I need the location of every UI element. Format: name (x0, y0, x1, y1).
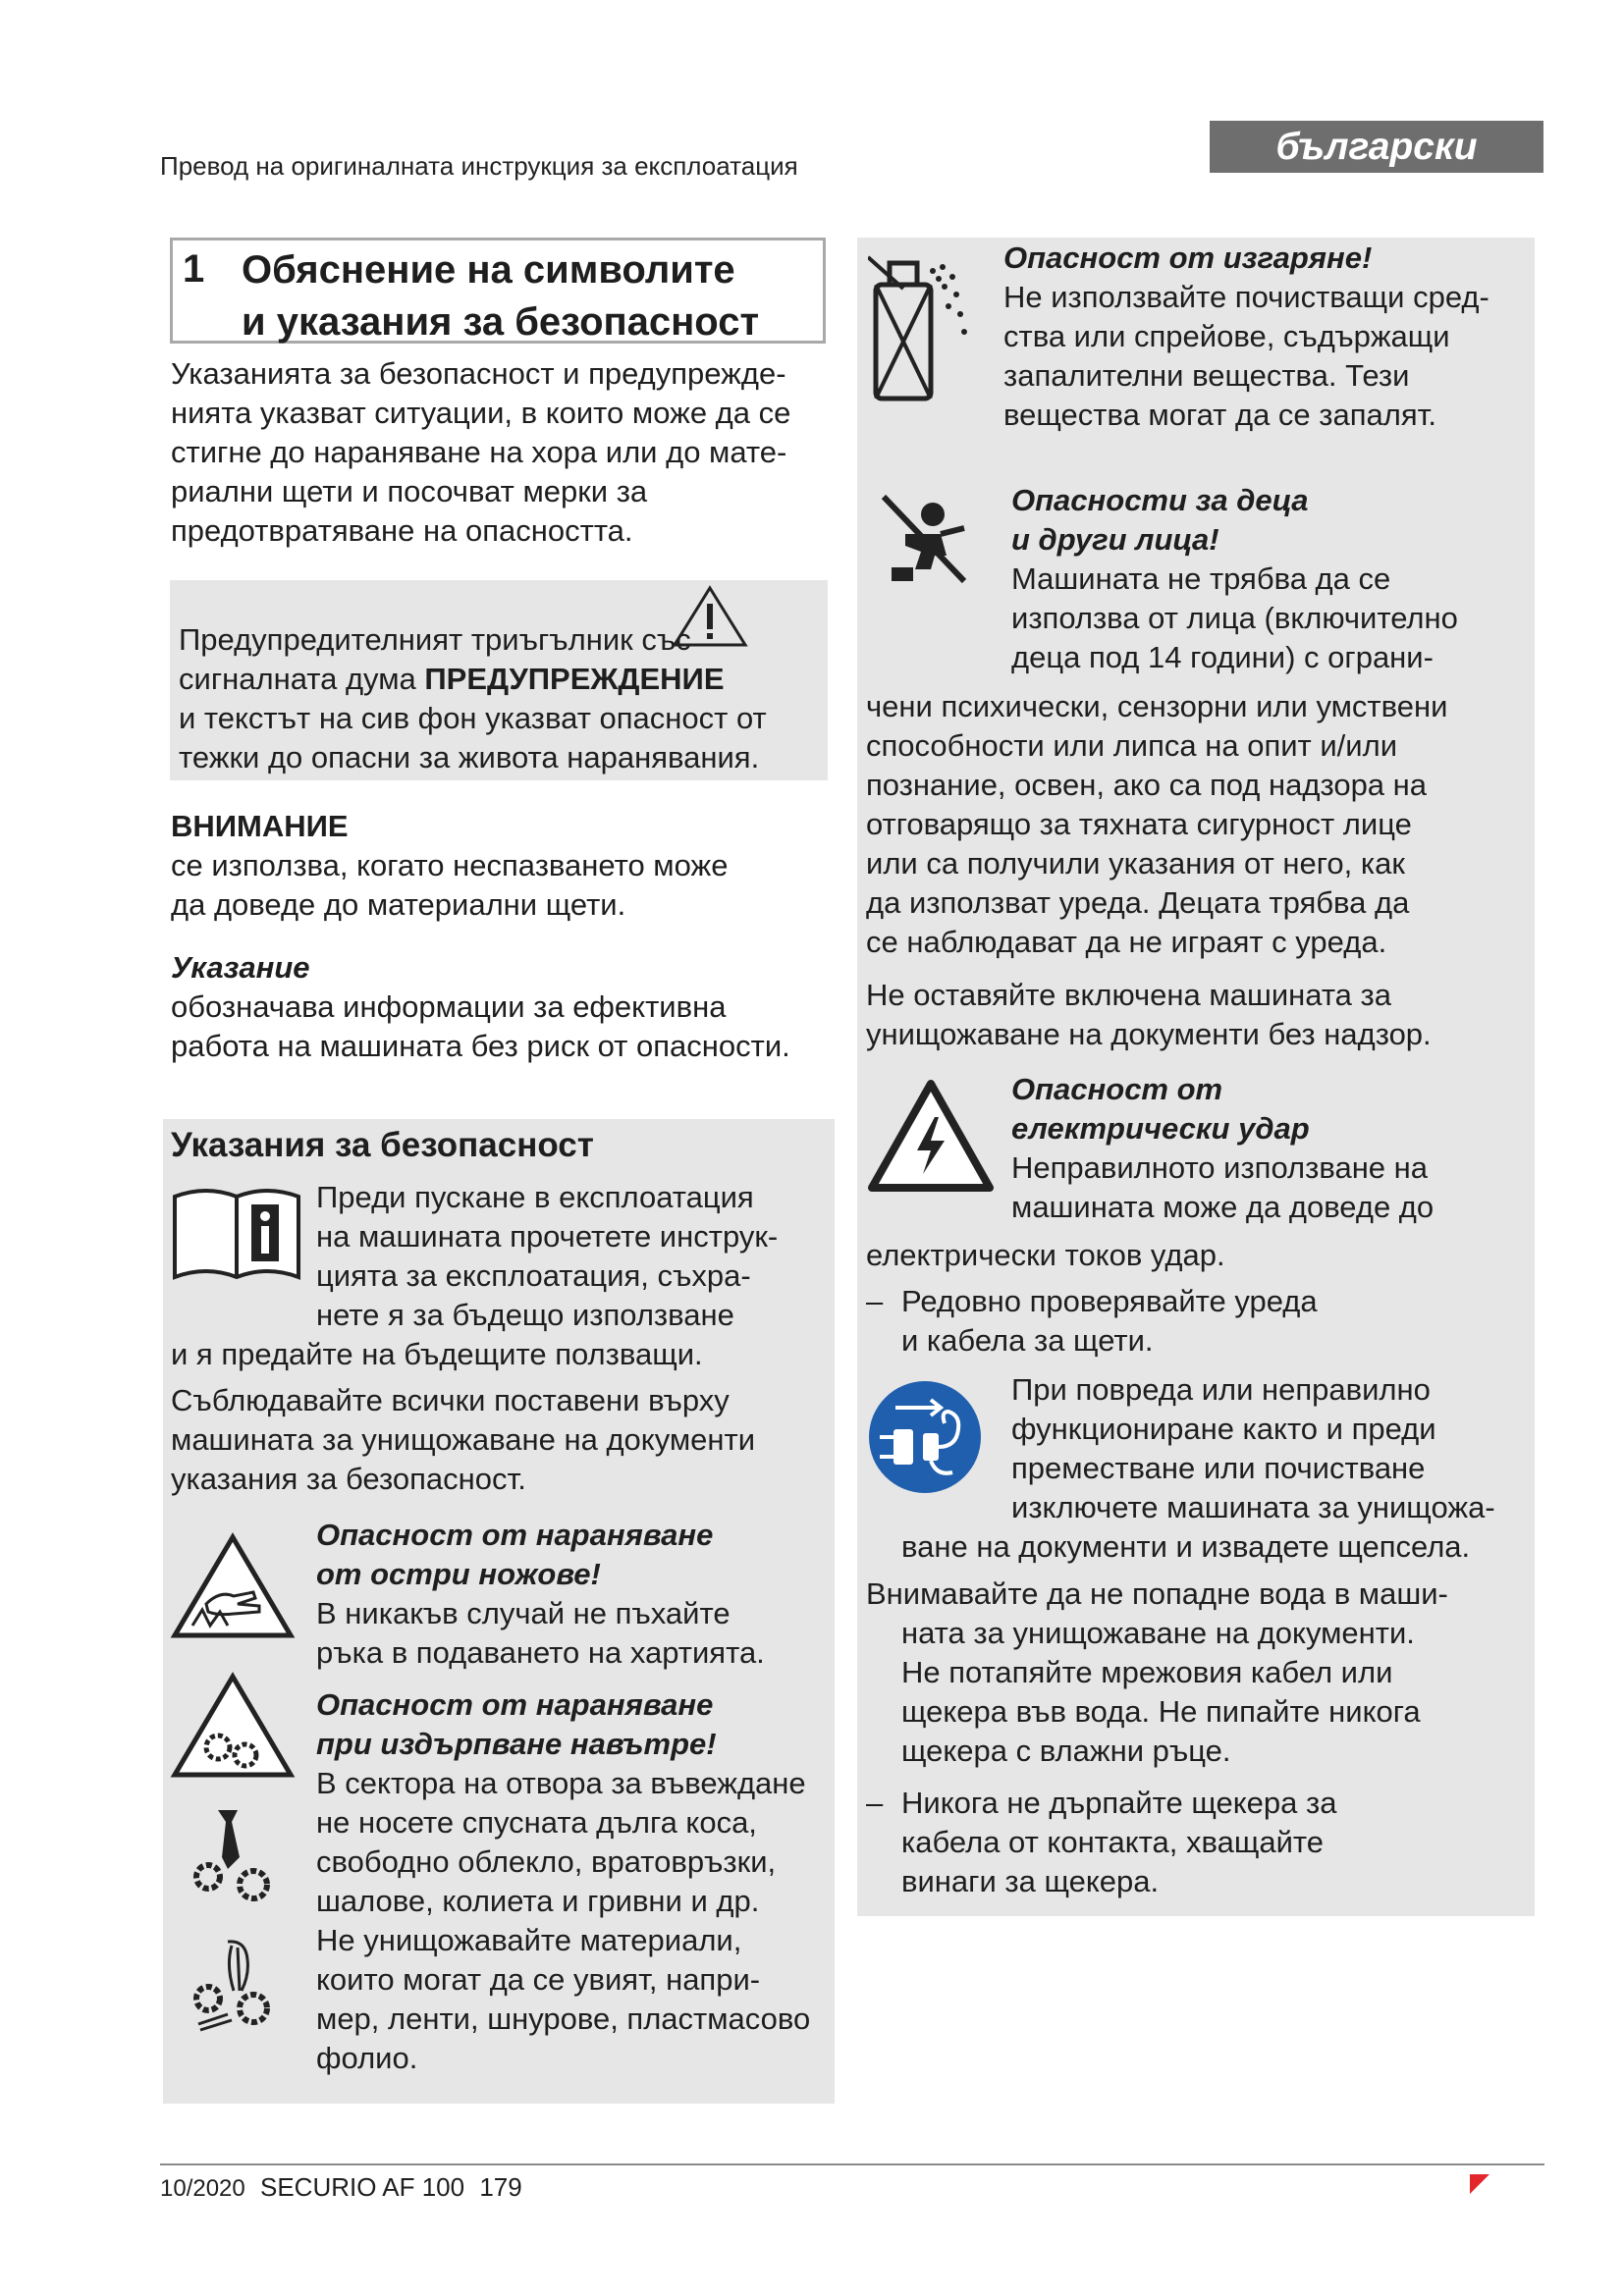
warning-line: Предупредителният триъгълник със (179, 622, 691, 657)
unplug-line: функциониране както и преди (1011, 1412, 1436, 1446)
read-manual-text (316, 1178, 778, 1335)
warning-line (179, 660, 767, 699)
pull-in-line: свободно облекло, вратовръзки, (316, 1844, 777, 1879)
intro-line: предотвратяване на опасността. (171, 513, 633, 548)
intro-line: риални щети и посочват мерки за (171, 474, 648, 508)
note-title: Указание (171, 950, 310, 985)
cut-hazard-icon (169, 1531, 297, 1641)
attention-line: се използва, когато неспазването може (171, 848, 729, 882)
pull-in-title: Опасност от нараняване (316, 1687, 714, 1722)
unplug-icon (866, 1378, 984, 1496)
children-line: познание, освен, ако са под надзора на (866, 768, 1428, 802)
electric-block (1011, 1070, 1434, 1227)
pull-in-line: В сектора на отвора за въвеждане (316, 1766, 806, 1800)
pull-in-line: Не унищожавайте материали, (316, 1923, 742, 1957)
pull-in-line: шалове, колиета и гривни и др. (316, 1884, 760, 1918)
unplug-last-line: ване на документи и извадете щепсела. (901, 1529, 1471, 1564)
water-line: ната за унищожаване на документи. (901, 1616, 1415, 1650)
footer-page-number: 179 (479, 2172, 522, 2202)
footer (160, 2172, 522, 2203)
footer-model: SECURIO AF 100 (260, 2172, 465, 2202)
electric-line: Неправилното използване на (1011, 1150, 1429, 1185)
observe-line: Съблюдавайте всички поставени върху (171, 1383, 730, 1417)
children-title: и други лица! (1011, 522, 1219, 557)
unattended-text (866, 976, 1432, 1054)
section-title-line2: и указания за безопасност (242, 300, 760, 344)
no-children-icon (876, 491, 970, 589)
attention-title: ВНИМАНИЕ (171, 809, 349, 843)
check-bullet (866, 1282, 1318, 1361)
language-badge: български (1210, 121, 1543, 173)
warning-line: и текстът на сив фон указват опасност от (179, 701, 767, 735)
children-title: Опасности за деца (1011, 483, 1309, 517)
observe-line: машината за унищожаване на документи (171, 1422, 756, 1457)
children-title-block (1011, 481, 1458, 677)
read-manual-icon (171, 1183, 302, 1285)
section-title-line1: Обяснение на символите (242, 248, 735, 292)
electric-last-line: електрически токов удар. (866, 1238, 1225, 1272)
pull-in-block (316, 1685, 810, 2078)
knives-block (316, 1516, 765, 1673)
section-title (242, 244, 759, 348)
footer-date: 10/2020 (160, 2175, 245, 2202)
intro-line: нията указват ситуации, в които може да се (171, 396, 791, 430)
bullet-dash: – (866, 1786, 884, 1820)
water-line: щекера във вода. Не пипайте никога (901, 1694, 1421, 1729)
children-line: се наблюдават да не играят с уреда. (866, 925, 1387, 959)
children-line: или са получили указания от него, как (866, 846, 1405, 881)
children-line: деца под 14 години) с ограни- (1011, 640, 1434, 674)
observe-line: указания за безопасност. (171, 1462, 526, 1496)
tie-entanglement-icon (189, 1806, 283, 1904)
section-number: 1 (183, 247, 205, 291)
warning-triangle-icon (672, 584, 748, 649)
knives-line: В никакъв случай не пъхайте (316, 1596, 731, 1630)
unattended-line: Не оставяйте включена машината за (866, 978, 1391, 1012)
children-line: способности или липса на опит и/или (866, 728, 1398, 763)
electric-shock-icon (866, 1078, 996, 1194)
read-manual-line: цията за експлоатация, съхра- (316, 1258, 751, 1293)
pull-in-line: които могат да се увият, напри- (316, 1962, 761, 1997)
children-line: Машината не трябва да се (1011, 561, 1391, 596)
electric-line: машината може да доведе до (1011, 1190, 1435, 1224)
corner-mark-icon (1470, 2174, 1489, 2194)
read-manual-line: Преди пускане в експлоатация (316, 1180, 754, 1214)
unplug-text (1011, 1370, 1495, 1527)
water-line: Внимавайте да не попадне вода в маши- (866, 1576, 1448, 1611)
signal-word: ПРЕДУПРЕЖДЕНИЕ (424, 662, 725, 696)
children-line: чени психически, сензорни или умствени (866, 689, 1448, 723)
read-manual-line: нете я за бъдещо използване (316, 1298, 734, 1332)
water-line: щекера с влажни ръце. (901, 1734, 1231, 1768)
check-line: и кабела за щети. (901, 1323, 1154, 1358)
water-text (866, 1575, 1448, 1771)
note-block (171, 948, 790, 1066)
pull-in-line: фолио. (316, 2041, 418, 2075)
pull-plug-line: винаги за щекера. (901, 1864, 1160, 1898)
entanglement-hazard-icon (169, 1671, 297, 1781)
burn-line: Не използвайте почистващи сред- (1003, 280, 1489, 314)
unattended-line: унищожаване на документи без надзор. (866, 1017, 1432, 1051)
footer-divider (160, 2163, 1544, 2165)
pull-in-title: при издърпване навътре! (316, 1727, 717, 1761)
burn-line: запалителни вещества. Тези (1003, 358, 1410, 393)
pull-plug-line: Никога не дърпайте щекера за (901, 1786, 1337, 1820)
burn-line: вещества могат да се запалят. (1003, 398, 1437, 432)
bullet-dash: – (866, 1284, 884, 1318)
pull-in-line: мер, ленти, шнурове, пластмасово (316, 2002, 811, 2036)
unplug-line: преместване или почистване (1011, 1451, 1426, 1485)
unplug-line: изключете машината за унищожа- (1011, 1490, 1495, 1524)
intro-line: Указанията за безопасност и предупрежде- (171, 356, 786, 391)
note-line: обозначава информации за ефективна (171, 989, 727, 1024)
read-manual-line: на машината прочетете инструк- (316, 1219, 779, 1254)
no-spray-icon (868, 249, 982, 406)
water-line: Не потапяйте мрежовия кабел или (901, 1655, 1393, 1689)
attention-line: да доведе до материални щети. (171, 887, 626, 922)
attention-block (171, 807, 729, 925)
children-line: използва от лица (включително (1011, 601, 1458, 635)
warning-line: тежки до опасни за живота наранявания. (179, 740, 760, 774)
unplug-line: При повреда или неправилно (1011, 1372, 1431, 1407)
observe-text (171, 1381, 755, 1499)
note-line: работа на машината без риск от опасности. (171, 1029, 790, 1063)
hair-entanglement-icon (189, 1936, 283, 2034)
pull-plug-line: кабела от контакта, хващайте (901, 1825, 1325, 1859)
knives-title: от остри ножове! (316, 1557, 601, 1591)
check-line: Редовно проверявайте уреда (901, 1284, 1318, 1318)
warning-line-prefix: сигналната дума (179, 662, 425, 696)
burn-title: Опасност от изгаряне! (1003, 240, 1373, 275)
safety-title: Указания за безопасност (171, 1126, 594, 1164)
intro-line: стигне до нараняване на хора или до мате- (171, 435, 787, 469)
electric-title: Опасност от (1011, 1072, 1223, 1106)
burn-line: ства или спрейове, съдържащи (1003, 319, 1450, 353)
intro-paragraph (171, 354, 790, 551)
electric-title: електрически удар (1011, 1111, 1310, 1146)
children-line: да използват уреда. Децата трябва да (866, 885, 1410, 920)
pull-in-line: не носете спусната дълга коса, (316, 1805, 757, 1840)
children-line: отговарящо за тяхната сигурност лице (866, 807, 1412, 841)
knives-line: ръка в подаването на хартията. (316, 1635, 765, 1670)
pull-plug-bullet (866, 1784, 1336, 1901)
read-manual-last-line: и я предайте на бъдещите ползващи. (171, 1337, 703, 1371)
header-subtitle: Превод на оригиналната инструкция за експлоатация (160, 151, 798, 181)
children-text (866, 687, 1447, 962)
section-title-box (170, 238, 826, 344)
knives-title: Опасност от нараняване (316, 1518, 714, 1552)
burn-block (1003, 239, 1489, 435)
